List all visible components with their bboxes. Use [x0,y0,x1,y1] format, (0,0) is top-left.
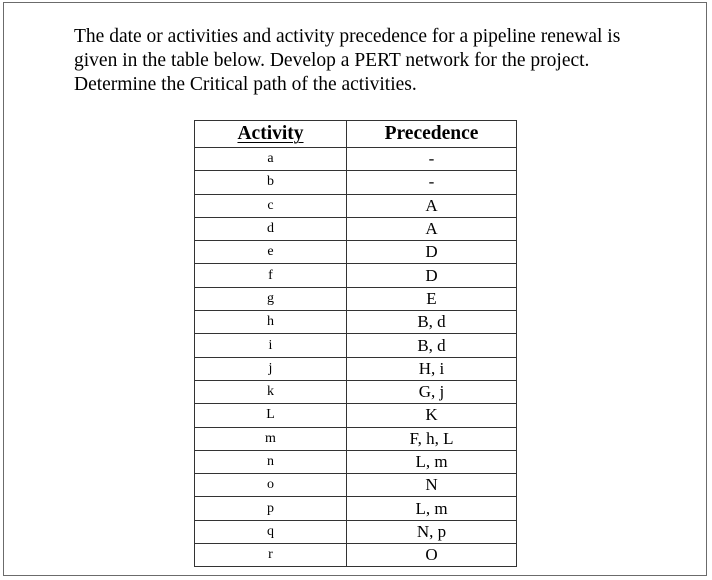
activity-cell: q [195,520,347,543]
table-row [195,497,517,520]
table-row [195,264,517,287]
precedence-cell: E [347,287,517,310]
activity-precedence-table [194,120,517,567]
problem-line-3: Determine the Critical path of the activities. [74,74,417,95]
activity-cell: c [195,194,347,217]
table-row [195,194,517,217]
table-row [195,334,517,357]
table-row [195,217,517,240]
precedence-cell: F, h, L [347,427,517,450]
table-row [195,171,517,194]
column-header-activity: Activity [195,121,347,148]
table-row [195,544,517,567]
precedence-cell: A [347,217,517,240]
table-row [195,427,517,450]
precedence-cell: H, i [347,357,517,380]
problem-line-2: given in the table below. Develop a PERT network for the project. [74,50,590,71]
table-header-row [195,121,517,148]
table-row [195,311,517,334]
problem-statement [74,25,674,97]
precedence-cell: B, d [347,334,517,357]
table-row [195,520,517,543]
activity-cell: g [195,287,347,310]
precedence-cell: A [347,194,517,217]
table-row [195,380,517,403]
precedence-cell: B, d [347,311,517,334]
table-row [195,450,517,473]
precedence-cell: D [347,241,517,264]
activity-cell: k [195,380,347,403]
precedence-cell: K [347,404,517,427]
table-row [195,474,517,497]
activity-cell: d [195,217,347,240]
activity-cell: h [195,311,347,334]
precedence-cell: L, m [347,450,517,473]
precedence-cell: D [347,264,517,287]
activity-cell: L [195,404,347,427]
table-row [195,241,517,264]
activity-cell: n [195,450,347,473]
activity-cell: o [195,474,347,497]
activity-cell: j [195,357,347,380]
table-row [195,287,517,310]
precedence-cell: N, p [347,520,517,543]
precedence-cell: L, m [347,497,517,520]
table-row [195,404,517,427]
table-row [195,148,517,171]
precedence-cell: N [347,474,517,497]
activity-cell: i [195,334,347,357]
activity-cell: r [195,544,347,567]
activity-cell: a [195,148,347,171]
activity-cell: e [195,241,347,264]
precedence-cell: O [347,544,517,567]
activity-cell: f [195,264,347,287]
column-header-precedence: Precedence [347,121,517,148]
precedence-cell: G, j [347,380,517,403]
precedence-cell: - [347,148,517,171]
table-row [195,357,517,380]
activity-cell: m [195,427,347,450]
activity-cell: p [195,497,347,520]
activity-cell: b [195,171,347,194]
problem-line-1: The date or activities and activity precedence for a pipeline renewal is [74,26,621,47]
precedence-cell: - [347,171,517,194]
